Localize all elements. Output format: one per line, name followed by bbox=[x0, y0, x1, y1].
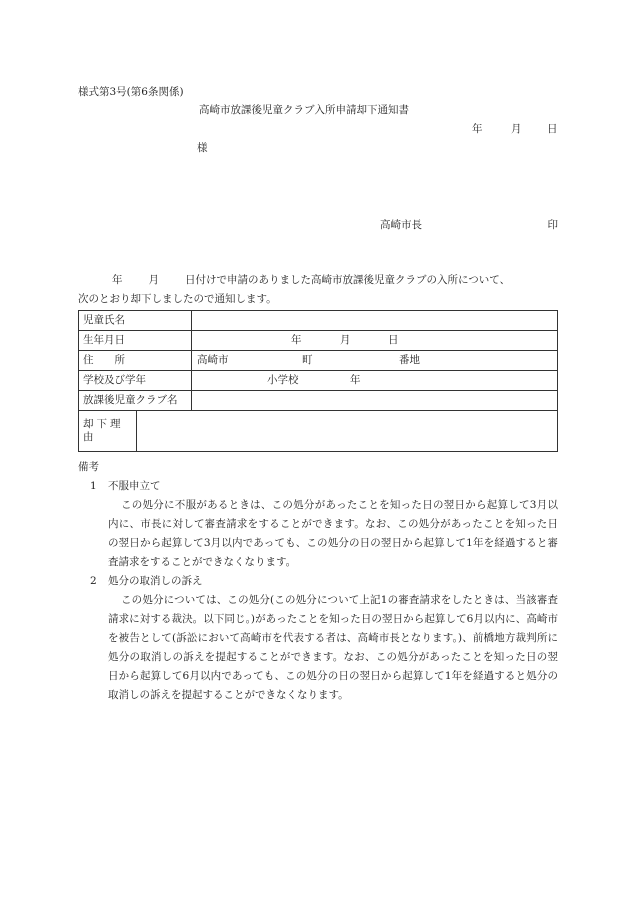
document-title: 高崎市放課後児童クラブ入所申請却下通知書 bbox=[199, 104, 409, 116]
remark-body: この処分に不服があるときは、この処分があったことを知った日の翌日から起算して3月以内に、市長に対して審査請求をすることができます。なお、この処分があったことを知った日の翌日から起算して3月以内であっても、この処分の日の翌日から起算して1年を経過すると審査請求をすることができなくなります。 bbox=[108, 499, 558, 568]
club-name-value bbox=[192, 391, 558, 411]
intro-line-1 bbox=[78, 271, 558, 290]
address-value bbox=[192, 351, 558, 371]
remarks-heading: 備考 bbox=[78, 461, 99, 473]
address-city: 高崎市 bbox=[197, 354, 229, 366]
table-row bbox=[79, 331, 558, 351]
table-row bbox=[79, 351, 558, 371]
table-row bbox=[79, 391, 558, 411]
intro-month: 月 bbox=[148, 274, 159, 286]
rejection-reason-label: 却下理由 bbox=[79, 411, 137, 452]
club-name-label: 放課後児童クラブ名 bbox=[79, 391, 192, 411]
date-year: 年 bbox=[472, 123, 483, 135]
child-name-label: 児童氏名 bbox=[79, 311, 192, 331]
remark-title: 不服申立て bbox=[108, 480, 161, 492]
address-town-unit: 町 bbox=[302, 354, 313, 366]
remarks-section bbox=[78, 458, 558, 705]
address-number-unit: 番地 bbox=[399, 354, 420, 366]
date-day: 日 bbox=[547, 123, 558, 135]
rejection-reason-value bbox=[137, 411, 558, 452]
intro-text-1: 日付けで申請のありました高崎市放課後児童クラブの入所について、 bbox=[185, 274, 511, 286]
date-month: 月 bbox=[511, 123, 522, 135]
remark-number: 1 bbox=[90, 480, 97, 492]
addressee-honorific: 様 bbox=[197, 142, 208, 154]
form-number: 様式第3号(第6条関係) bbox=[78, 86, 184, 98]
child-name-value bbox=[192, 311, 558, 331]
remark-item-title bbox=[78, 477, 558, 496]
birth-month-unit: 月 bbox=[340, 334, 351, 346]
school-type: 小学校 bbox=[267, 374, 299, 386]
remark-number: 2 bbox=[90, 575, 97, 587]
birth-year-unit: 年 bbox=[291, 334, 302, 346]
birth-date-value bbox=[192, 331, 558, 351]
remark-item-title bbox=[78, 572, 558, 591]
table-row bbox=[79, 411, 558, 452]
remark-title: 処分の取消しの訴え bbox=[108, 575, 203, 587]
school-label: 学校及び学年 bbox=[79, 371, 192, 391]
birth-date-label: 生年月日 bbox=[79, 331, 192, 351]
intro-year: 年 bbox=[112, 274, 123, 286]
intro-line-2: 次のとおり却下しましたので通知します。 bbox=[78, 293, 277, 305]
intro-paragraph bbox=[78, 271, 558, 309]
remark-body: この処分については、この処分(この処分について上記1の審査請求をしたときは、当該審査請求に対する裁決。以下同じ。)があったことを知った日の翌日から起算して6月以内に、高崎市を被告として(訴訟において高崎市を代表する者は、高崎市長となります。)、前橋地方裁判所に処分の取消しの訴えを提起することができます。なお、この処分があったことを知った日の翌日から起算して6月以内であっても、この処分の日の翌日から起算して1年を経過すると処分の取消しの訴えを提起することができなくなります。 bbox=[108, 594, 558, 701]
table-row bbox=[79, 311, 558, 331]
address-label: 住 所 bbox=[79, 351, 192, 371]
issuer-name: 高崎市長 bbox=[380, 219, 422, 231]
birth-day-unit: 日 bbox=[388, 334, 399, 346]
school-grade-unit: 年 bbox=[350, 374, 361, 386]
seal-mark: 印 bbox=[547, 219, 558, 231]
applicant-info-table bbox=[78, 310, 558, 452]
table-row bbox=[79, 371, 558, 391]
school-value bbox=[192, 371, 558, 391]
issuer-line bbox=[380, 219, 558, 232]
